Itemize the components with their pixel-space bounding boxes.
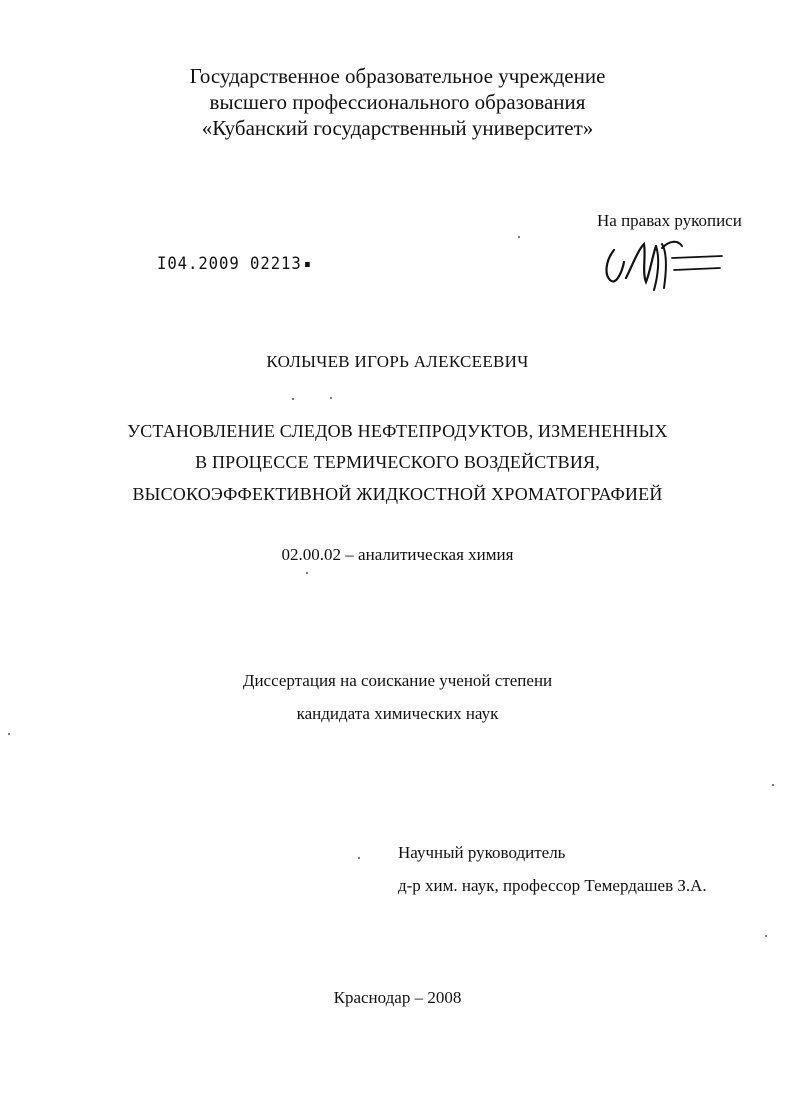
author-name: КОЛЫЧЕВ ИГОРЬ АЛЕКСЕЕВИЧ [266, 352, 529, 371]
specialty: 02.00.02 – аналитическая химия [281, 545, 514, 564]
registry-number: I04.2009 02213 [157, 254, 302, 274]
scan-speck [518, 236, 520, 238]
scan-speck [8, 733, 10, 735]
place-year: Краснодар – 2008 [333, 988, 462, 1007]
title-line-2: В ПРОЦЕССЕ ТЕРМИЧЕСКОГО ВОЗДЕЙСТВИЯ, [195, 452, 600, 472]
advisor-name: д-р хим. наук, профессор Темердашев З.А. [398, 876, 707, 895]
registry-dot-mark [305, 262, 310, 267]
registry-number-stamp [157, 254, 310, 274]
scan-speck [765, 935, 767, 937]
handwritten-signature [600, 236, 725, 294]
institution-line-1: Государственное образовательное учреждение [189, 64, 606, 88]
institution-line-3: «Кубанский государственный университет» [201, 116, 594, 140]
title-line-1: УСТАНОВЛЕНИЕ СЛЕДОВ НЕФТЕПРОДУКТОВ, ИЗМЕНЕННЫХ [127, 421, 668, 441]
scan-speck [292, 398, 294, 400]
advisor-label: Научный руководитель [398, 843, 566, 862]
dissertation-line-2: кандидата химических наук [296, 704, 499, 723]
scan-speck [306, 572, 308, 574]
scan-speck [772, 784, 774, 786]
title-line-3: ВЫСОКОЭФФЕКТИВНОЙ ЖИДКОСТНОЙ ХРОМАТОГРАФИЕЙ [132, 484, 663, 504]
dissertation-line-1: Диссертация на соискание ученой степени [242, 671, 553, 690]
scan-speck [358, 857, 360, 859]
manuscript-rights-label: На правах рукописи [597, 211, 742, 230]
institution-line-2: высшего профессионального образования [209, 90, 586, 114]
scan-speck [330, 397, 332, 399]
